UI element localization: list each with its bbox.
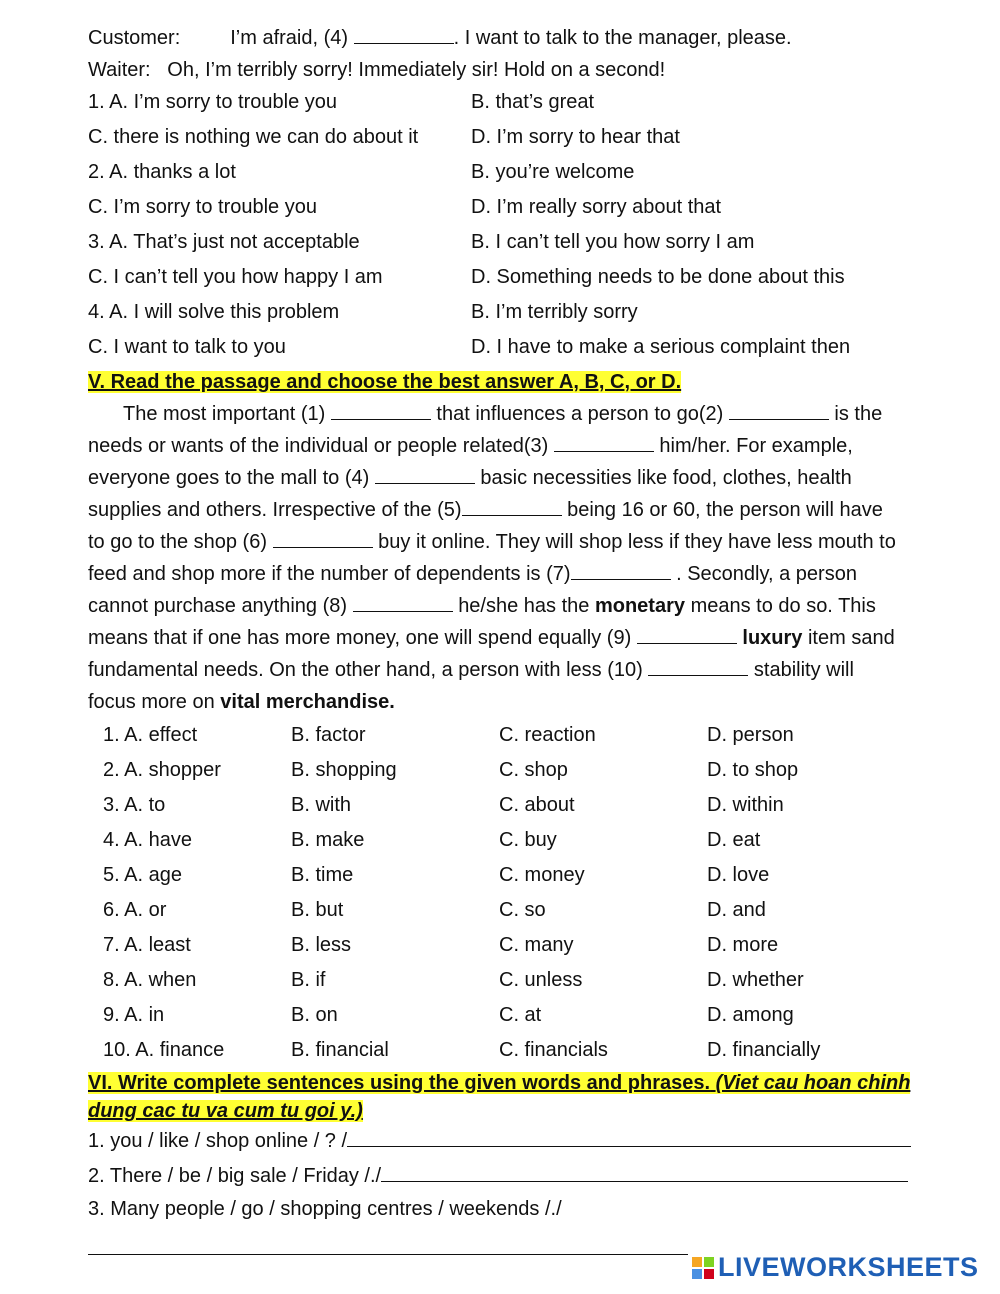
answer-option[interactable]: C. many — [499, 934, 574, 956]
customer-text-a: I’m afraid, (4) — [230, 27, 349, 49]
answer-blank[interactable] — [462, 499, 562, 516]
option-right: B. I can’t tell you how sorry I am — [471, 231, 755, 253]
answer-line[interactable] — [381, 1163, 908, 1182]
sentence-prompt: 1. you / like / shop online / ? / — [88, 1130, 348, 1152]
sentence-q3 — [88, 1198, 562, 1221]
passage-text: item sand — [807, 627, 895, 649]
customer-label: Customer: — [88, 27, 181, 49]
option-right: B. that’s great — [471, 91, 595, 113]
option-right: B. I’m terribly sorry — [471, 301, 638, 323]
customer-line — [88, 27, 792, 50]
answer-option[interactable]: 7. A. least — [103, 934, 191, 956]
answer-option[interactable]: B. time — [291, 864, 354, 886]
sentence-prompt: 2. There / be / big sale / Friday /./ — [88, 1165, 382, 1187]
option-left: C. I’m sorry to trouble you — [88, 196, 317, 218]
passage-text: fundamental needs. On the other hand, a person with less (10) — [88, 659, 643, 681]
answer-option[interactable]: C. at — [499, 1004, 542, 1026]
passage-text: . Secondly, a person — [676, 563, 857, 585]
passage-line — [88, 691, 395, 714]
section6-heading-cont — [88, 1100, 363, 1123]
answer-option[interactable]: B. with — [291, 794, 352, 816]
passage-bold: vital merchandise. — [220, 691, 395, 713]
passage-line — [88, 467, 852, 490]
passage-text: The most important (1) — [123, 403, 326, 425]
passage-line — [88, 595, 876, 618]
answer-option[interactable]: 6. A. or — [103, 899, 167, 921]
answer-option[interactable]: 9. A. in — [103, 1004, 165, 1026]
section6-heading-text: VI. Write complete sentences using the given words and phrases. — [88, 1072, 711, 1094]
passage-line — [88, 627, 895, 650]
passage-text: supplies and others. Irrespective of the (5) — [88, 499, 462, 521]
passage-text: feed and shop more if the number of dependents is (7) — [88, 563, 571, 585]
answer-blank[interactable] — [353, 595, 453, 612]
answer-line[interactable] — [88, 1238, 688, 1255]
option-left: 3. A. That’s just not acceptable — [88, 231, 360, 253]
passage-text: cannot purchase anything (8) — [88, 595, 348, 617]
passage-text: focus more on — [88, 691, 215, 713]
answer-option[interactable]: D. more — [707, 934, 779, 956]
option-right: D. I’m really sorry about that — [471, 196, 722, 218]
answer-option[interactable]: B. less — [291, 934, 352, 956]
passage-text: being 16 or 60, the person will have — [567, 499, 883, 521]
logo-text: LIVEWORKSHEETS — [718, 1252, 979, 1282]
passage-bold: luxury — [742, 627, 803, 649]
waiter-label: Waiter: — [88, 59, 151, 81]
passage-text: everyone goes to the mall to (4) — [88, 467, 370, 489]
answer-option[interactable]: B. financial — [291, 1039, 389, 1061]
section6-heading-italic: (Viet cau hoan chinh — [715, 1072, 911, 1094]
section5-heading-text: V. Read the passage and choose the best answer A, B, C, or D. — [88, 371, 682, 393]
answer-option[interactable]: C. unless — [499, 969, 583, 991]
option-left: 1. A. I’m sorry to trouble you — [88, 91, 337, 113]
option-right: D. I’m sorry to hear that — [471, 126, 680, 148]
passage-text: needs or wants of the individual or people related(3) — [88, 435, 549, 457]
answer-option[interactable]: 1. A. effect — [103, 724, 198, 746]
answer-option[interactable]: C. about — [499, 794, 575, 816]
answer-option[interactable]: 10. A. finance — [103, 1039, 225, 1061]
option-left: C. there is nothing we can do about it — [88, 126, 419, 148]
answer-option[interactable]: D. within — [707, 794, 784, 816]
answer-blank[interactable] — [648, 659, 748, 676]
passage-text: to go to the shop (6) — [88, 531, 268, 553]
passage-line — [88, 499, 883, 522]
passage-line — [88, 531, 896, 554]
answer-option[interactable]: 5. A. age — [103, 864, 182, 886]
answer-option[interactable]: D. to shop — [707, 759, 799, 781]
answer-option[interactable]: B. if — [291, 969, 326, 991]
answer-option[interactable]: D. and — [707, 899, 766, 921]
passage-text: him/her. For example, — [659, 435, 853, 457]
answer-option[interactable]: 8. A. when — [103, 969, 197, 991]
answer-option[interactable]: C. so — [499, 899, 546, 921]
passage-line — [88, 435, 853, 458]
answer-option[interactable]: C. reaction — [499, 724, 596, 746]
answer-blank[interactable] — [729, 403, 829, 420]
logo-icon — [692, 1257, 714, 1279]
option-left: C. I can’t tell you how happy I am — [88, 266, 383, 288]
section5-heading — [88, 371, 681, 394]
answer-option[interactable]: D. person — [707, 724, 794, 746]
answer-option[interactable]: D. financially — [707, 1039, 821, 1061]
answer-option[interactable]: B. but — [291, 899, 344, 921]
passage-line — [88, 659, 854, 682]
passage-line — [88, 563, 857, 586]
passage-text: he/she has the — [458, 595, 590, 617]
answer-blank[interactable] — [354, 27, 454, 44]
section6-heading — [88, 1072, 910, 1095]
answer-blank[interactable] — [375, 467, 475, 484]
answer-line[interactable] — [347, 1128, 911, 1147]
answer-option[interactable]: B. on — [291, 1004, 338, 1026]
answer-option[interactable]: 4. A. have — [103, 829, 192, 851]
option-left: C. I want to talk to you — [88, 336, 286, 358]
waiter-text: Oh, I’m terribly sorry! Immediately sir! Hold on a second! — [167, 59, 666, 81]
answer-option[interactable]: D. love — [707, 864, 770, 886]
answer-option[interactable]: D. eat — [707, 829, 761, 851]
section6-heading-italic-cont: dung cac tu va cum tu goi y.) — [88, 1100, 363, 1122]
option-left: 4. A. I will solve this problem — [88, 301, 340, 323]
option-right: D. I have to make a serious complaint then — [471, 336, 851, 358]
option-left: 2. A. thanks a lot — [88, 161, 236, 183]
answer-option[interactable]: B. factor — [291, 724, 366, 746]
answer-blank[interactable] — [554, 435, 654, 452]
passage-text: that influences a person to go(2) — [436, 403, 724, 425]
passage-text: is the — [834, 403, 883, 425]
answer-option[interactable]: D. whether — [707, 969, 804, 991]
answer-blank[interactable] — [273, 531, 373, 548]
passage-text: means to do so. This — [690, 595, 876, 617]
sentence-q1 — [88, 1128, 911, 1153]
answer-blank[interactable] — [571, 563, 671, 580]
customer-text-b: . I want to talk to the manager, please. — [453, 27, 792, 49]
passage-bold: monetary — [594, 595, 685, 617]
answer-option[interactable]: D. among — [707, 1004, 794, 1026]
answer-option[interactable]: 2. A. shopper — [103, 759, 221, 781]
answer-option[interactable]: C. shop — [499, 759, 568, 781]
waiter-line — [88, 59, 665, 82]
passage-line — [123, 403, 882, 426]
answer-option[interactable]: C. buy — [499, 829, 557, 851]
passage-text: stability will — [753, 659, 854, 681]
answer-blank[interactable] — [637, 627, 737, 644]
answer-option[interactable]: B. shopping — [291, 759, 397, 781]
answer-option[interactable]: C. money — [499, 864, 585, 886]
answer-option[interactable]: 3. A. to — [103, 794, 166, 816]
sentence-prompt: 3. Many people / go / shopping centres / weekends /./ — [88, 1198, 562, 1220]
passage-text: means that if one has more money, one will spend equally (9) — [88, 627, 632, 649]
liveworksheets-logo — [692, 1252, 979, 1283]
answer-option[interactable]: B. make — [291, 829, 365, 851]
sentence-q2 — [88, 1163, 908, 1188]
option-right: D. Something needs to be done about this — [471, 266, 845, 288]
answer-blank[interactable] — [331, 403, 431, 420]
option-right: B. you’re welcome — [471, 161, 635, 183]
passage-text: basic necessities like food, clothes, health — [480, 467, 852, 489]
passage-text: buy it online. They will shop less if they have less mouth to — [378, 531, 896, 553]
answer-option[interactable]: C. financials — [499, 1039, 608, 1061]
